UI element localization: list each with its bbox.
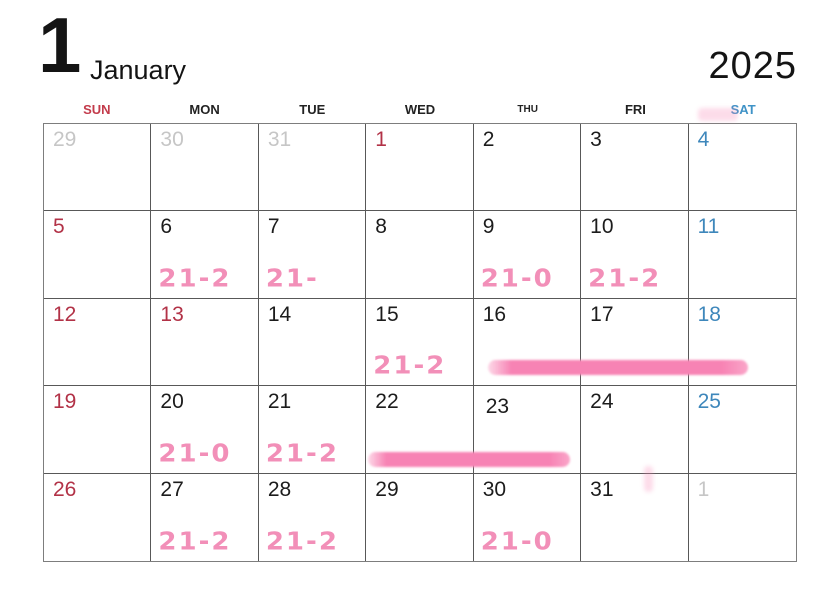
day-number: 11 bbox=[697, 215, 720, 239]
day-cell-normal-21 bbox=[259, 386, 366, 473]
day-cell-normal-9 bbox=[474, 211, 581, 298]
day-number: 1 bbox=[697, 477, 710, 501]
handwritten-note: 21-2 bbox=[265, 527, 339, 556]
day-cell-normal-29 bbox=[366, 474, 473, 561]
day-cell-normal-31 bbox=[581, 474, 688, 561]
day-number: 14 bbox=[267, 302, 292, 326]
day-cell-normal-2 bbox=[474, 124, 581, 211]
day-cell-normal-30 bbox=[474, 474, 581, 561]
day-number: 18 bbox=[697, 302, 721, 326]
day-cell-normal-10 bbox=[581, 211, 688, 298]
year-label: 2025 bbox=[708, 45, 797, 87]
day-cell-sun-5 bbox=[44, 211, 151, 298]
day-cell-holiday-1 bbox=[366, 124, 473, 211]
day-cell-normal-8 bbox=[366, 211, 473, 298]
day-number: 19 bbox=[53, 390, 77, 414]
day-number: 30 bbox=[482, 477, 507, 501]
day-number: 6 bbox=[160, 215, 173, 239]
weekday-label-mon: MON bbox=[189, 102, 220, 117]
day-number: 25 bbox=[697, 390, 721, 414]
day-cell-prev-29 bbox=[44, 124, 151, 211]
day-cell-sat-18 bbox=[689, 299, 796, 386]
weekday-label-fri: FRI bbox=[624, 102, 646, 117]
handwritten-note: 21-0 bbox=[480, 264, 554, 293]
day-cell-normal-6 bbox=[151, 211, 258, 298]
day-number: 15 bbox=[375, 302, 399, 326]
day-cell-sat-11 bbox=[689, 211, 796, 298]
weekday-label-wed: WED bbox=[404, 102, 436, 117]
weekday-label-sat: SAT bbox=[730, 102, 756, 117]
weekday-label-thu: THU bbox=[517, 104, 538, 115]
weekday-header-row bbox=[43, 100, 797, 120]
day-number: 29 bbox=[375, 477, 399, 501]
day-cell-normal-17 bbox=[581, 299, 688, 386]
day-number: 12 bbox=[53, 302, 77, 326]
day-number: 1 bbox=[375, 128, 387, 151]
day-number: 7 bbox=[267, 215, 280, 239]
handwritten-note: 21-2 bbox=[588, 264, 662, 293]
day-cell-prev-30 bbox=[151, 124, 258, 211]
handwritten-note: 21-2 bbox=[158, 264, 232, 293]
day-cell-normal-7 bbox=[259, 211, 366, 298]
day-number: 13 bbox=[160, 302, 184, 326]
day-number: 10 bbox=[590, 215, 614, 239]
day-number: 8 bbox=[375, 215, 387, 239]
day-number: 31 bbox=[267, 128, 292, 151]
day-number: 24 bbox=[590, 390, 614, 414]
day-cell-normal-22 bbox=[366, 386, 473, 473]
day-cell-sun-12 bbox=[44, 299, 151, 386]
day-cell-next-1 bbox=[689, 474, 796, 561]
day-number: 23 bbox=[485, 395, 510, 419]
day-cell-normal-3 bbox=[581, 124, 688, 211]
day-number: 27 bbox=[160, 477, 184, 501]
day-cell-prev-31 bbox=[259, 124, 366, 211]
handwritten-note: 21-2 bbox=[373, 351, 447, 381]
day-number: 16 bbox=[482, 302, 507, 326]
day-cell-normal-27 bbox=[151, 474, 258, 561]
day-cell-sun-19 bbox=[44, 386, 151, 473]
day-number: 26 bbox=[53, 477, 77, 501]
handwritten-note: 21-2 bbox=[265, 439, 339, 468]
day-number: 28 bbox=[267, 477, 292, 501]
day-cell-sat-25 bbox=[689, 386, 796, 473]
day-cell-normal-14 bbox=[259, 299, 366, 386]
day-number: 17 bbox=[590, 302, 614, 326]
month-number: 1 bbox=[38, 1, 80, 89]
day-cell-normal-24 bbox=[581, 386, 688, 473]
handwritten-note: 21-0 bbox=[158, 439, 232, 468]
month-name: January bbox=[90, 55, 187, 85]
day-number: 2 bbox=[482, 128, 495, 151]
day-cell-normal-23 bbox=[474, 386, 581, 473]
day-number: 31 bbox=[590, 477, 614, 501]
day-cell-holiday-13 bbox=[151, 299, 258, 386]
day-number: 5 bbox=[53, 215, 65, 239]
weekday-label-tue: TUE bbox=[299, 102, 326, 117]
day-number: 9 bbox=[482, 215, 495, 239]
day-number: 21 bbox=[267, 390, 292, 414]
day-cell-normal-15 bbox=[366, 299, 473, 386]
day-number: 30 bbox=[160, 128, 184, 151]
day-number: 20 bbox=[160, 390, 184, 414]
day-number: 22 bbox=[375, 390, 399, 414]
day-cell-sun-26 bbox=[44, 474, 151, 561]
day-cell-normal-28 bbox=[259, 474, 366, 561]
day-cell-normal-20 bbox=[151, 386, 258, 473]
day-cell-sat-4 bbox=[689, 124, 796, 211]
day-number: 3 bbox=[590, 128, 602, 151]
calendar-grid bbox=[43, 123, 797, 562]
handwritten-note: 21-2 bbox=[158, 527, 232, 556]
day-cell-normal-16 bbox=[474, 299, 581, 386]
day-number: 29 bbox=[53, 128, 77, 151]
weekday-label-sun: SUN bbox=[83, 102, 111, 117]
day-number: 4 bbox=[697, 128, 710, 151]
handwritten-note: 21- bbox=[265, 264, 319, 293]
handwritten-note: 21-0 bbox=[480, 527, 554, 556]
